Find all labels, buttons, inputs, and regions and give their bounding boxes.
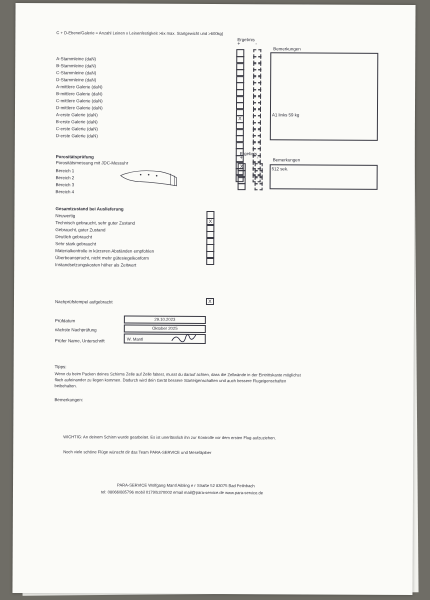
strength-row-label: D-mittlere Galerie (daN) [55, 105, 103, 111]
strength-cell-checked[interactable]: X [236, 115, 244, 122]
overall-item-label: Technisch gebraucht, sehr guter Zustand [55, 220, 135, 226]
pruefer-field[interactable] [124, 334, 206, 344]
bemerkungen-label: Bemerkungen: [54, 397, 84, 403]
porosity-title: Porositätsprüfung [55, 154, 94, 160]
strength-row-label: B-erste Galerie (daN) [55, 119, 98, 125]
overall-item-label: Gebraucht, guter Zustand [55, 227, 106, 233]
stamp-checkbox[interactable]: X [206, 298, 214, 305]
overall-cell[interactable] [206, 258, 214, 265]
porosity-plus-column [238, 164, 246, 190]
strength-row-label: C-erste Galerie (daN) [55, 126, 98, 132]
porosity-bemerkungen-label: Bemerkungen [272, 157, 301, 163]
pruefdatum-field[interactable]: 29.10.2023 [124, 316, 206, 324]
strength-rows-list [56, 56, 103, 140]
strength-row-label: C-mittlere Galerie (daN) [56, 98, 103, 104]
footer-contact: tel: 08066/885796 mobil 0179/5370002 email mail@para-service.de www.para-service.de [100, 489, 264, 496]
tipps-line: Wenn du beim Packen deines Schirms Zelle auf Zelle faltest, musst du darauf achten, dass die Zellwände in der Eintrittskante möglichst [54, 371, 301, 378]
strength-minus-label: - [255, 41, 258, 48]
porosity-area-label: Bereich 1 [55, 168, 75, 174]
overall-items-list [55, 213, 154, 270]
tipps-title: Tipps: [54, 364, 67, 370]
strength-row-label: A-erste Galerie (daN) [55, 112, 98, 118]
porosity-cell[interactable] [238, 183, 246, 190]
porosity-areas-list [56, 168, 75, 196]
strength-row-label: D-Stammleine (daN) [56, 77, 97, 83]
overall-cell-checked[interactable]: X [206, 218, 214, 225]
strength-row-label: D-erste Galerie (daN) [55, 133, 98, 139]
overall-item-label: Überbeansprucht, nicht mehr gütesiegelkonform [55, 255, 149, 261]
signature-mark [170, 332, 200, 346]
overall-check-column [206, 212, 214, 265]
gruss-notice: Noch viele schöne Flüge wünscht dir das Team PARA-SERVICE und Meseläpiber [63, 449, 212, 455]
overall-title: Gesamtzustand bei Auslieferung [55, 206, 124, 212]
pruefdatum-label: Prüfdatum [54, 318, 76, 324]
overall-item-label: Instandsetzungskosten höher als Zeitwert [55, 262, 137, 268]
porosity-remarks-box[interactable] [270, 164, 378, 190]
strength-bemerkungen-label: Bemerkungen [273, 46, 301, 52]
porosity-area-label: Bereich 2 [55, 175, 75, 181]
wichtig-notice: WICHTIG: An deinem Schirm wurde gearbeitet. Es ist unerlässlich ihn zur Kontrolle vor dem ersten Flug aufzuziehen. [63, 434, 276, 441]
pruefer-name: W. Mantl [126, 336, 144, 342]
strength-row-label: C-Stammleine (daN) [56, 70, 97, 76]
porosity-minus-column [255, 164, 263, 190]
footer-address: PARA-SERVICE Wolfgang Mantl Aibling e r Straße 52 83075 Bad Feilnbach [117, 482, 255, 489]
stamp-label: Nachprüfstempel aufgebracht [54, 299, 113, 305]
porosity-ergebnis-label: Ergebnis [239, 151, 258, 157]
porosity-area-label: Bereich 4 [55, 189, 75, 195]
inspection-form-sheet [12, 3, 415, 595]
porosity-cell[interactable] [255, 183, 263, 190]
strength-remark-text: A1 links 59 kg [271, 112, 300, 118]
wing-profile-diagram [119, 165, 181, 187]
porosity-cell-checked[interactable]: X [238, 164, 246, 171]
strength-remarks-box[interactable] [270, 52, 378, 141]
porosity-plus-label: + [239, 155, 243, 162]
strength-formula: C + D-Ebene/Galerie = Anzahl Leinen x Leinenfestigkeit >6x max. Startgewicht und >600kg) [56, 30, 224, 37]
tipps-line: beibehalten. [54, 383, 77, 389]
strength-row-label: B-Stammleine (daN) [56, 63, 97, 69]
strength-row-label: B-mittlere Galerie (daN) [56, 91, 103, 97]
porosity-subtitle: Porositätsmessung mit JDC-Messuhr [55, 160, 129, 166]
porosity-minus-label: - [256, 155, 259, 162]
strength-row-label: A-Stammleine (daN) [56, 56, 97, 62]
overall-item-label: Sehr stark gebraucht [55, 241, 97, 247]
tipps-line: flach aufeinander zu liegen kommen. Dadurch wird dein Gerät bessere Starteigenschaften und auch bessere Flugeigenschaften [54, 377, 287, 384]
naechste-pruefung-field[interactable]: Oktober 2025 [124, 325, 206, 333]
porosity-remark-text: 512 sek. [271, 166, 289, 172]
overall-item-label: Neuwertig [55, 213, 76, 219]
strength-ergebnis-label: Ergebnis [237, 37, 255, 43]
naechste-pruefung-label: nächste Nachprüfung [54, 327, 97, 333]
overall-item-label: Materialkontrolle in kürzeren Abständen empfohlen [55, 248, 155, 254]
strength-row-label: A-mittlere Galerie (daN) [56, 84, 103, 90]
strength-plus-label: + [237, 41, 241, 48]
strength-minus-column [253, 50, 262, 182]
pruefer-label: Prüfer Name, Unterschrift [54, 338, 105, 344]
strength-plus-column [236, 50, 245, 182]
porosity-area-label: Bereich 3 [55, 182, 75, 188]
overall-item-label: Deutlich gebraucht [55, 234, 92, 240]
